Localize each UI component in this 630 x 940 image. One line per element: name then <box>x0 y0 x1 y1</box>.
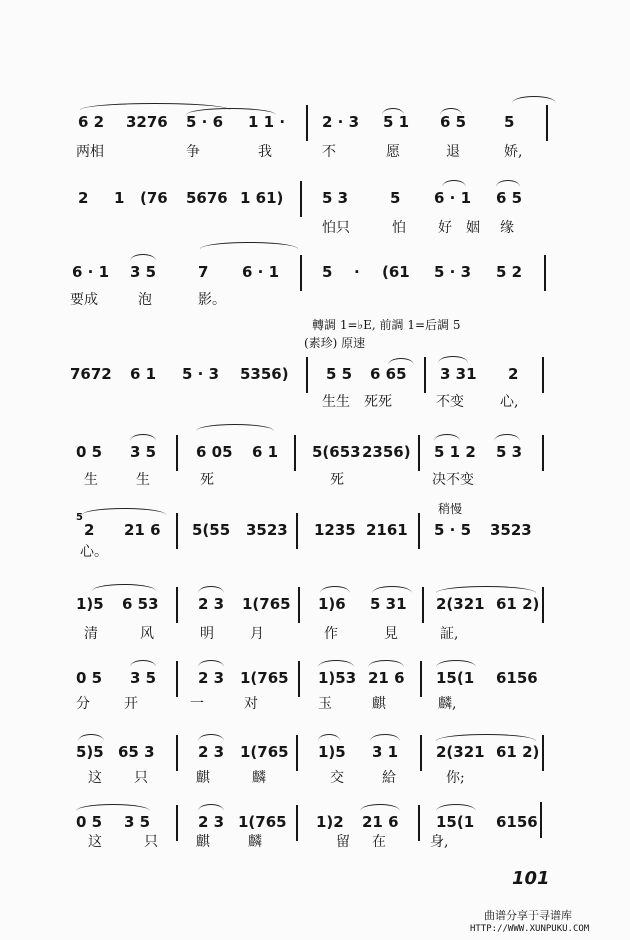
note: 21 6 <box>124 521 161 539</box>
bar-line <box>298 587 300 623</box>
lyric: 姻 <box>466 220 480 236</box>
lyric: 見 <box>384 626 398 642</box>
bar-line <box>176 587 178 623</box>
lyric: 麟 <box>252 770 266 786</box>
note: 5 5 <box>326 365 353 383</box>
bar-line <box>294 435 296 471</box>
lyric: 死死 <box>364 394 392 410</box>
lyric: 麒 <box>196 770 210 786</box>
staff-row-9 <box>0 730 630 790</box>
bar-line <box>420 735 422 771</box>
note: 2 3 <box>198 595 225 613</box>
bar-line <box>418 435 420 471</box>
lyric: 只 <box>144 834 158 850</box>
lyric: 这 <box>88 770 102 786</box>
note: 3523 <box>490 521 532 539</box>
note: 5 1 <box>383 113 410 131</box>
note: 6 1 <box>252 443 279 461</box>
staff-row-4 <box>0 352 630 412</box>
lyric: 一 <box>190 696 204 712</box>
note: 1)2 <box>316 813 344 831</box>
note: 6156 <box>496 813 538 831</box>
lyric: 只 <box>134 770 148 786</box>
lyric: 作 <box>324 626 338 642</box>
bar-line <box>300 181 302 217</box>
lyric: 怕只 <box>322 220 350 236</box>
note: 5(653 <box>312 443 361 461</box>
note: (76 <box>140 189 168 207</box>
note: 3 5 <box>130 443 157 461</box>
lyric: 不变 <box>436 394 464 410</box>
bar-line <box>540 802 542 838</box>
staff-row-7 <box>0 582 630 642</box>
bar-line <box>420 661 422 697</box>
note: 1 61) <box>240 189 284 207</box>
note: 1)53 <box>318 669 357 687</box>
staff-row-2 <box>0 176 630 236</box>
lyric: 月 <box>250 626 264 642</box>
note: 5 <box>322 263 333 281</box>
lyric: 影。 <box>198 292 226 308</box>
note: 3276 <box>126 113 168 131</box>
note: 2 3 <box>198 743 225 761</box>
lyric: 决不变 <box>432 472 474 488</box>
note: 15(1 <box>436 669 475 687</box>
lyric: 你; <box>446 770 465 786</box>
note: 5 1 2 <box>434 443 476 461</box>
bar-line <box>176 513 178 549</box>
bar-line <box>176 735 178 771</box>
lyric: 明 <box>200 626 214 642</box>
lyric: 两相 <box>76 144 104 160</box>
note: 1)6 <box>318 595 346 613</box>
note: 5 31 <box>370 595 407 613</box>
note: 1(765 <box>238 813 287 831</box>
lyric: 退 <box>446 144 460 160</box>
note: 61 2) <box>496 743 540 761</box>
singer-annotation: (素珍) 原速 <box>304 336 366 350</box>
lyric: 生生 <box>322 394 350 410</box>
staff-row-3 <box>0 250 630 310</box>
note: 5 · 6 <box>186 113 224 131</box>
lyric: 这 <box>88 834 102 850</box>
bar-line <box>542 735 544 771</box>
bar-line <box>306 105 308 141</box>
lyric: 好 <box>438 220 452 236</box>
note: 1(765 <box>242 595 291 613</box>
note: 1(765 <box>240 743 289 761</box>
bar-line <box>176 805 178 841</box>
watermark-url: HTTP://WWW.XUNPUKU.COM <box>470 924 590 934</box>
bar-line <box>418 805 420 841</box>
note: 5676 <box>186 189 228 207</box>
note: 5356) <box>240 365 289 383</box>
note: 61 2) <box>496 595 540 613</box>
bar-line <box>544 255 546 291</box>
note: 1 <box>114 189 125 207</box>
bar-line <box>306 357 308 393</box>
lyric: 死 <box>330 472 344 488</box>
bar-line <box>542 435 544 471</box>
lyric: 交 <box>330 770 344 786</box>
grace-note: 5 <box>76 512 83 523</box>
note: 2(321 <box>436 595 485 613</box>
note: 5 <box>390 189 401 207</box>
bar-line <box>300 255 302 291</box>
note: 6 05 <box>196 443 233 461</box>
lyric: 怕 <box>392 220 406 236</box>
lyric: 生 <box>84 472 98 488</box>
lyric: 清 <box>84 626 98 642</box>
note: 1)5 <box>318 743 346 761</box>
lyric: 給 <box>382 770 396 786</box>
note: 6 65 <box>370 365 407 383</box>
note: 5 · 3 <box>182 365 220 383</box>
note: 5(55 <box>192 521 231 539</box>
note: 6 5 <box>440 113 467 131</box>
note: 5 · 5 <box>434 521 472 539</box>
note: 6 53 <box>122 595 159 613</box>
note: 5 2 <box>496 263 523 281</box>
watermark-title: 曲谱分享于寻谱库 <box>484 909 572 922</box>
note: 6 · 1 <box>242 263 280 281</box>
note: 5 <box>504 113 515 131</box>
note: 21 6 <box>362 813 399 831</box>
lyric: 要成 <box>70 292 98 308</box>
bar-line <box>546 105 548 141</box>
note: · <box>354 263 360 281</box>
note: 6 5 <box>496 189 523 207</box>
tempo-annotation: 稍慢 <box>438 502 463 516</box>
note: 2 3 <box>198 669 225 687</box>
lyric: 泡 <box>138 292 152 308</box>
note: 3523 <box>246 521 288 539</box>
note: 2 <box>508 365 519 383</box>
note: 6 1 <box>130 365 157 383</box>
lyric: 心, <box>500 394 519 410</box>
note: 7 <box>198 263 209 281</box>
note: (61 <box>382 263 410 281</box>
lyric: 缘 <box>500 220 514 236</box>
page-number: 101 <box>512 868 550 889</box>
lyric: 麒 <box>196 834 210 850</box>
note: 6 · 1 <box>72 263 110 281</box>
lyric: 我 <box>258 144 272 160</box>
note: 3 5 <box>124 813 151 831</box>
lyric: 留 <box>336 834 350 850</box>
bar-line <box>542 357 544 393</box>
lyric: 不 <box>322 144 336 160</box>
lyric: 对 <box>244 696 258 712</box>
note: 3 5 <box>130 669 157 687</box>
bar-line <box>296 805 298 841</box>
bar-line <box>418 513 420 549</box>
bar-line <box>176 435 178 471</box>
bar-line <box>176 661 178 697</box>
note: 3 31 <box>440 365 477 383</box>
note: 2356) <box>362 443 411 461</box>
note: 2161 <box>366 521 408 539</box>
note: 1(765 <box>240 669 289 687</box>
bar-line <box>422 587 424 623</box>
note: 1 1 · <box>248 113 286 131</box>
lyric: 开 <box>124 696 138 712</box>
lyric: 証, <box>440 626 459 642</box>
bar-line <box>296 513 298 549</box>
staff-row-10 <box>0 800 630 860</box>
lyric: 争 <box>186 144 200 160</box>
bar-line <box>542 587 544 623</box>
note: 0 5 <box>76 443 103 461</box>
note: 5 3 <box>496 443 523 461</box>
lyric: 玉 <box>318 696 332 712</box>
lyric: 愿 <box>386 144 400 160</box>
note: 2 · 3 <box>322 113 360 131</box>
note: 0 5 <box>76 669 103 687</box>
note: 1235 <box>314 521 356 539</box>
note: 5 · 3 <box>434 263 472 281</box>
lyric: 身, <box>430 834 449 850</box>
bar-line <box>298 661 300 697</box>
note: 2 <box>84 521 95 539</box>
staff-row-5 <box>0 430 630 490</box>
note: 1)5 <box>76 595 104 613</box>
staff-row-1 <box>0 100 630 160</box>
lyric: 在 <box>372 834 386 850</box>
key-change-annotation: 轉調 1=♭E, 前調 1=后調 5 <box>312 318 461 332</box>
staff-row-6 <box>0 508 630 568</box>
lyric: 风 <box>140 626 154 642</box>
bar-line <box>424 357 426 393</box>
note: 2 <box>78 189 89 207</box>
note: 0 5 <box>76 813 103 831</box>
note: 6156 <box>496 669 538 687</box>
lyric: 麟 <box>248 834 262 850</box>
lyric: 麟, <box>438 696 457 712</box>
bar-line <box>296 735 298 771</box>
lyric: 分 <box>76 696 90 712</box>
note: 2 3 <box>198 813 225 831</box>
lyric: 死 <box>200 472 214 488</box>
lyric: 麒 <box>372 696 386 712</box>
note: 6 · 1 <box>434 189 472 207</box>
note: 6 2 <box>78 113 105 131</box>
staff-row-8 <box>0 656 630 716</box>
note: 5 3 <box>322 189 349 207</box>
note: 2(321 <box>436 743 485 761</box>
note: 3 1 <box>372 743 399 761</box>
note: 65 3 <box>118 743 155 761</box>
note: 3 5 <box>130 263 157 281</box>
note: 7672 <box>70 365 112 383</box>
lyric: 心。 <box>80 544 108 560</box>
note: 5)5 <box>76 743 104 761</box>
lyric: 娇, <box>504 144 523 160</box>
note: 21 6 <box>368 669 405 687</box>
lyric: 生 <box>136 472 150 488</box>
note: 15(1 <box>436 813 475 831</box>
